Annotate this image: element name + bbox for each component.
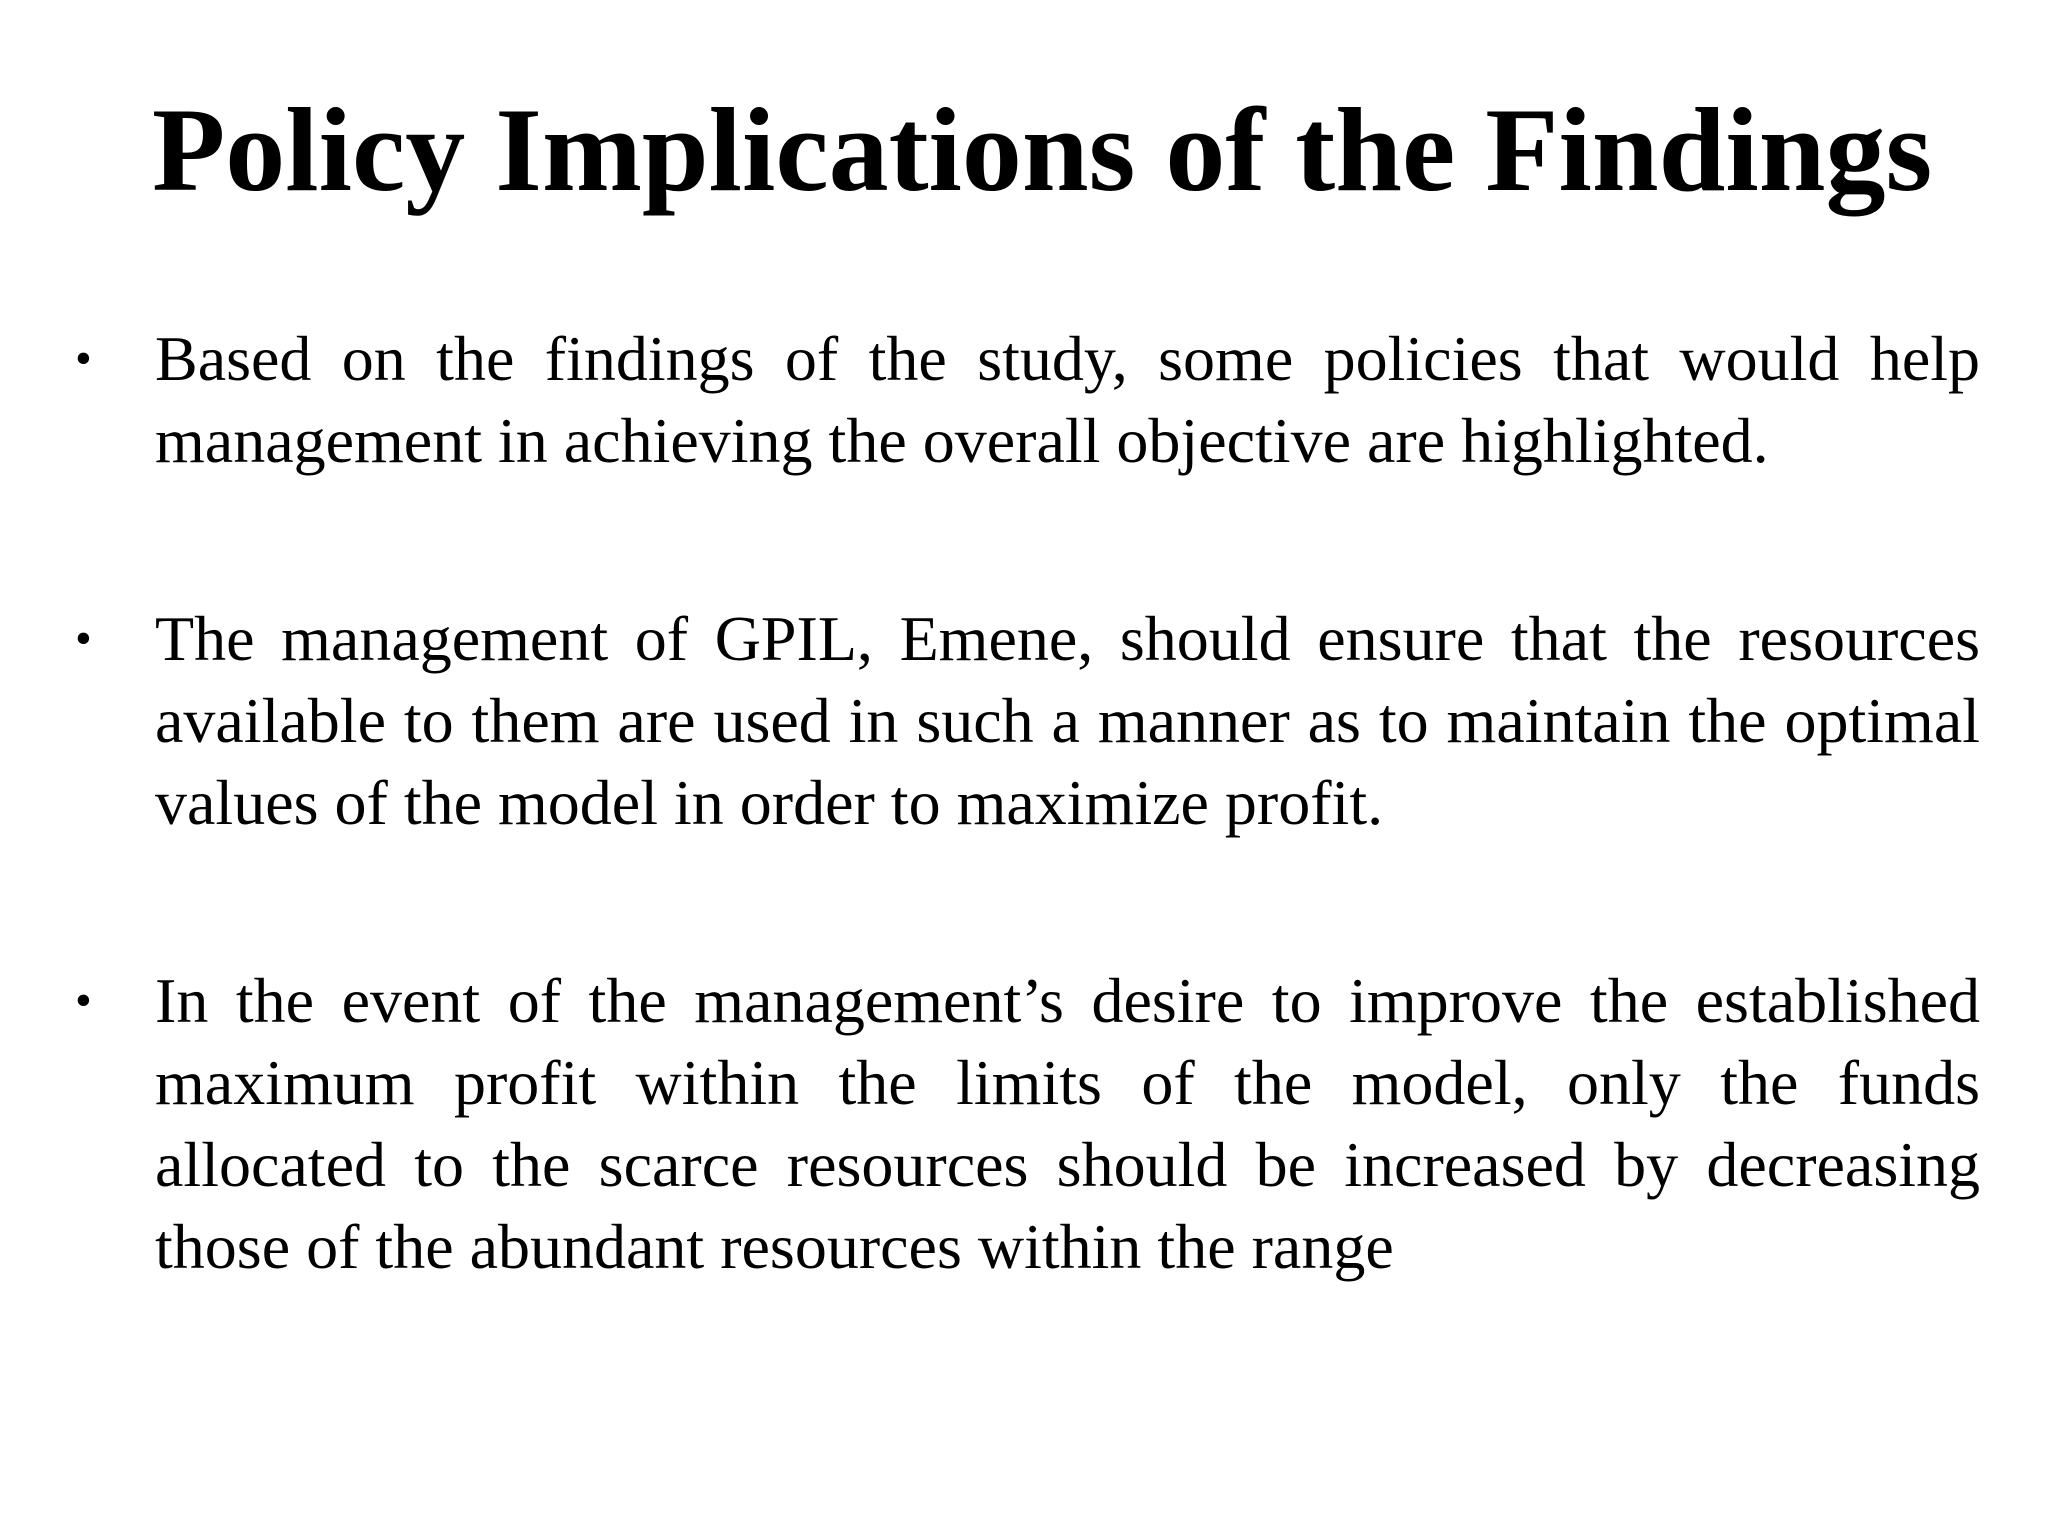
bullet-item-3 [75,960,1980,1288]
bullet-dot-icon: • [75,612,92,665]
slide-title: Policy Implications of the Findings [152,83,1933,216]
bullet-text-1: Based on the findings of the study, some policies that would help management in achieving the overall objective are highlighted. [155,323,1980,476]
bullet-text-3: In the event of the management’s desire to improve the established maximum profit within the limits of the model, only the funds allocated to the scarce resources should be increased by decreasing those of the abundant resources within the range [155,965,1980,1282]
bullet-dot-icon: • [75,332,92,385]
bullet-text-2: The management of GPIL, Emene, should ensure that the resources available to them are used in such a manner as to maintain the optimal values of the model in order to maximize profit. [155,603,1980,838]
bullet-item-2 [75,598,1980,844]
bullet-list [75,318,1980,1288]
bullet-dot-icon: • [75,974,92,1027]
bullet-item-1 [75,318,1980,482]
